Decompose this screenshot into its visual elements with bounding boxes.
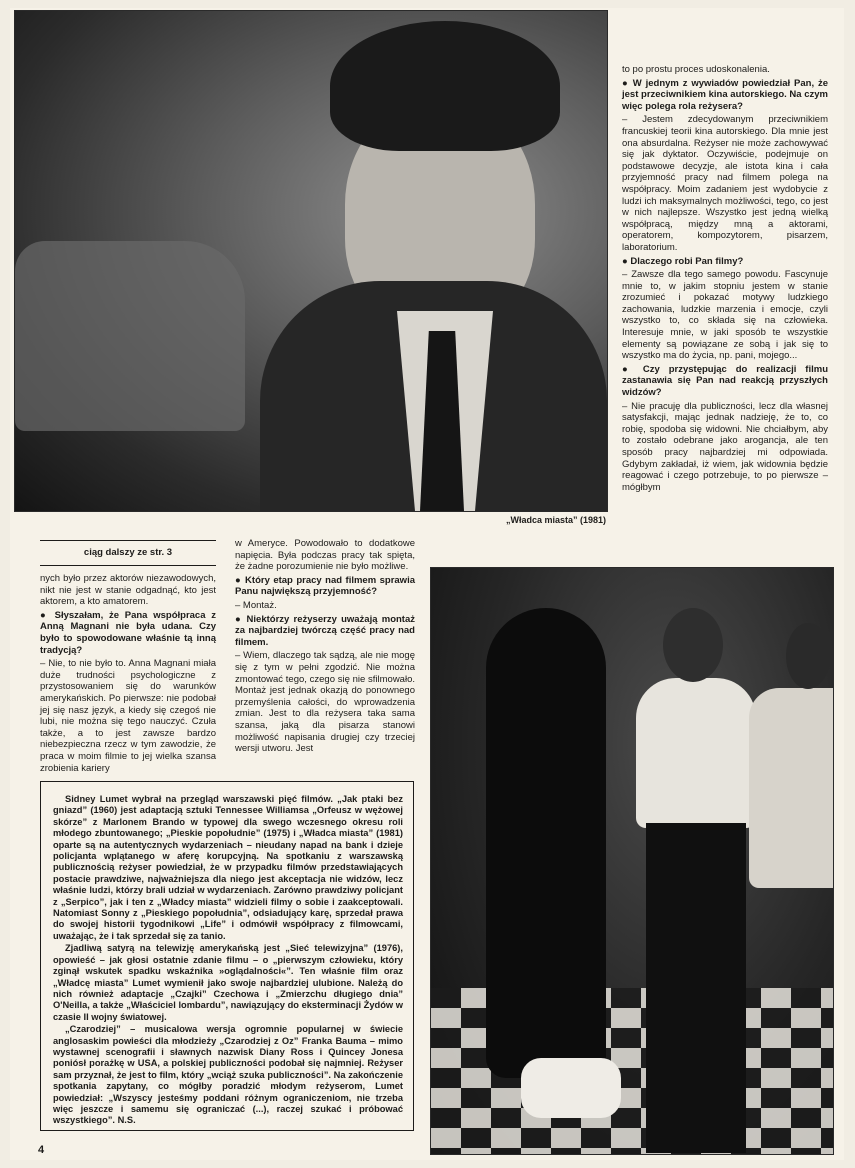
photo-dancer-left-shape xyxy=(486,608,606,1078)
photo-dancer-left-shoes xyxy=(521,1058,621,1118)
interview-paragraph: – Wiem, dlaczego tak sądzą, ale nie mogę się z tym w pełni zgodzić. Nie można zmontować tego, czego się nie sfilmowało. Montaż jest jednak okazją do ponownego przemyślenia całości, do wprowadzenia zmian. Jest to dla reżysera taka sama szansa, jaką dla pisarza stanowi możliwość napisania drugiej czy trzeciej wersji utworu. Jest xyxy=(235,650,415,755)
photo-dancer-center-legs xyxy=(646,823,746,1153)
interview-paragraph: w Ameryce. Powodowało to dodatkowe napięcia. Była podczas pracy tak spięta, że żadne porozumienie nie było możliwe. xyxy=(235,538,415,573)
photo-dancer-center-shirt xyxy=(636,678,756,828)
interview-paragraph: nych było przez aktorów niezawodowych, nikt nie jest w stanie odgadnąć, kto jest aktorem, a kto amatorem. xyxy=(40,573,216,608)
interview-question: ● Niektórzy reżyserzy uważają montaż za najbardziej twórczą część pracy nad filmem. xyxy=(235,613,415,648)
page-number: 4 xyxy=(38,1144,45,1156)
film-summary-box xyxy=(40,781,414,1131)
interview-paragraph: – Nie pracuję dla publiczności, lecz dla własnej satysfakcji, mając jednak nadzieję, że to, co robię, spodoba się widowni. Nie chciałbym, aby to zostało odebrane jako arogancja, ale ten sposób pracy najbardziej mi odpowiada. Gdybym zakładał, iż wiem, jak widownia będzie reagować i czego potrzebuje, to po pierwsze – mógłbym xyxy=(622,400,828,493)
summary-paragraph: Zjadliwą satyrą na telewizję amerykańską jest „Sieć telewizyjna” (1976), opowieść – jak głosi ostatnie zdanie filmu – o „pierwszym człowieku, który zginął wskutek spadku wskaźnika »oglądalności«”. Ten właśnie film oraz „Władcę miasta” Lumet wymienił jako swoje najbardziej ulubione. Należą do nich również adaptacje „Czajki” Czechowa i „Zmierzchu długiego dnia” O'Neilla, a także „Właściciel lombardu”, nawiązujący do eksterminacji Żydów w czasie II wojny światowej. xyxy=(53,943,403,1022)
photo-dancer-right-shirt xyxy=(749,688,833,888)
photo-dancer-right-head xyxy=(786,623,830,689)
interview-question: ● Czy przystępując do realizacji filmu zastanawia się Pan nad reakcją przyszłych widzów? xyxy=(622,363,828,399)
interview-question: ● W jednym z wywiadów powiedział Pan, że jest przeciwnikiem kina autorskiego. Na czym więc polega rola reżysera? xyxy=(622,77,828,112)
interview-question: ● Dlaczego robi Pan filmy? xyxy=(622,255,744,267)
interview-paragraph: – Jestem zdecydowanym przeciwnikiem francuskiej teorii kina autorskiego. Dla mnie jest ona absurdalna. Reżyser nie może zachowywać się jak dyktator. Oczywiście, podejmuje on podstawowe decyzje, ale istota kina i cała przyjemność pracy nad filmem polega na współpracy. Moim zadaniem jest wydobycie z ludzi ich maksymalnych możliwości, tego, co jest w nich najlepsze. Wszystko jest jedną wielką współpracą, między mną a aktorami, operatorem, kompozytorem, pisarzem, laboratorium. xyxy=(622,114,828,253)
continued-label: ciąg dalszy ze str. 3 xyxy=(40,540,216,566)
interview-column-a xyxy=(40,573,216,774)
photo-hair-shape xyxy=(330,21,560,151)
interview-paragraph: – Zawsze dla tego samego powodu. Fascynuje mnie to, w jakim stopniu jestem w stanie zrozumieć i pokazać motywy ludzkiego zachowania, ludzkie marzenia i emocje, czyli wszystko to, co składa się na człowieka. Interesuje mnie, w jaki sposób te wszystkie elementy są powiązane ze sobą i jak się to wszystko ma do życia, np. pani, mojego... xyxy=(622,269,828,362)
interview-question: ● Słyszałam, że Pana współpraca z Anną Magnani nie była udana. Czy było to spowodowane właśnie tą inną tradycją? xyxy=(40,609,216,656)
interview-paragraph: – Nie, to nie było to. Anna Magnani miała duże trudności psychologiczne z przystosowaniem się do warunków amerykańskich. Po pierwsze: nie podobał jej się nasz język, a kiedy się czegoś nie lubi, nie można się tego nauczyć. Czuła także, a to jest zawsze bardzo niebezpieczna rzecz w tym zawodzie, że praca w moim filmie to jej wielka szansa zrobienia kariery xyxy=(40,658,216,774)
interview-column-right xyxy=(622,64,828,530)
interview-column-b xyxy=(235,538,415,768)
interview-paragraph: – Montaż. xyxy=(235,599,277,611)
photo-car-shape xyxy=(15,241,245,431)
summary-paragraph: Sidney Lumet wybrał na przegląd warszawski pięć filmów. „Jak ptaki bez gniazd” (1960) jest adaptacją sztuki Tennessee Williamsa „Orfeusz w wężowej skórze” z Marlonem Brando w typowej dla swego wczesnego okresu roli młodego zbuntowanego; „Pieskie popołudnie” (1975) i „Władca miasta” (1981) oparte są na autentycznych wydarzeniach – nieudany napad na bank i dzieje policjanta wplątanego w aferę korupcyjną. Na spotkaniu z warszawską publicznością reżyser powiedział, że w przypadku filmów przedstawiających postacie prawdziwe, najważniejsza dla niego jest akceptacja nie widzów, lecz właśnie ludzi, którzy brali udział w wydarzeniach. Zarówno prawdziwy policjant z „Serpico”, jak i ten z „Władcy miasta” widzieli filmy o sobie i zaakceptowali. Natomiast Sonny z „Pieskiego popołudnia”, odsiadujący karę, sprzedał prawa do swojej historii tygodnikowi „Life” i odmówił współpracy z filmowcami, uważając, że i tak sprzedał się za tanio. xyxy=(53,794,403,941)
summary-paragraph: „Czarodziej” – musicalowa wersja ogromnie popularnej w świecie anglosaskim powieści dla młodzieży „Czarodziej z Oz” Franka Bauma – mimo wystawnej scenografii i sławnych nazwisk Diany Ross i Quincey Jonesa poniósł porażkę w USA, a polskiej publiczności podobał się najmniej. Reżyser sam przyznał, że jest to film, który „wciąż szuka publiczności”. Na zakończenie spotkania zapytany, co mógłby poradzić młodym reżyserom, Lumet powiedział: „Wszyscy jesteśmy poddani różnym ograniczeniom, nie trzeba więc jeszcze i samemu się ograniczać (...), raczej szukać i próbować wszystkiego”. N.S. xyxy=(53,1024,403,1126)
film-still-photo xyxy=(14,10,608,512)
interview-paragraph: to po prostu proces udoskonalenia. xyxy=(622,64,770,75)
interview-question: ● Który etap pracy nad filmem sprawia Panu największą przyjemność? xyxy=(235,574,415,598)
photo-dancer-center-head xyxy=(663,608,723,682)
dance-scene-photo xyxy=(430,567,834,1155)
photo-caption: „Władca miasta” (1981) xyxy=(505,515,606,525)
